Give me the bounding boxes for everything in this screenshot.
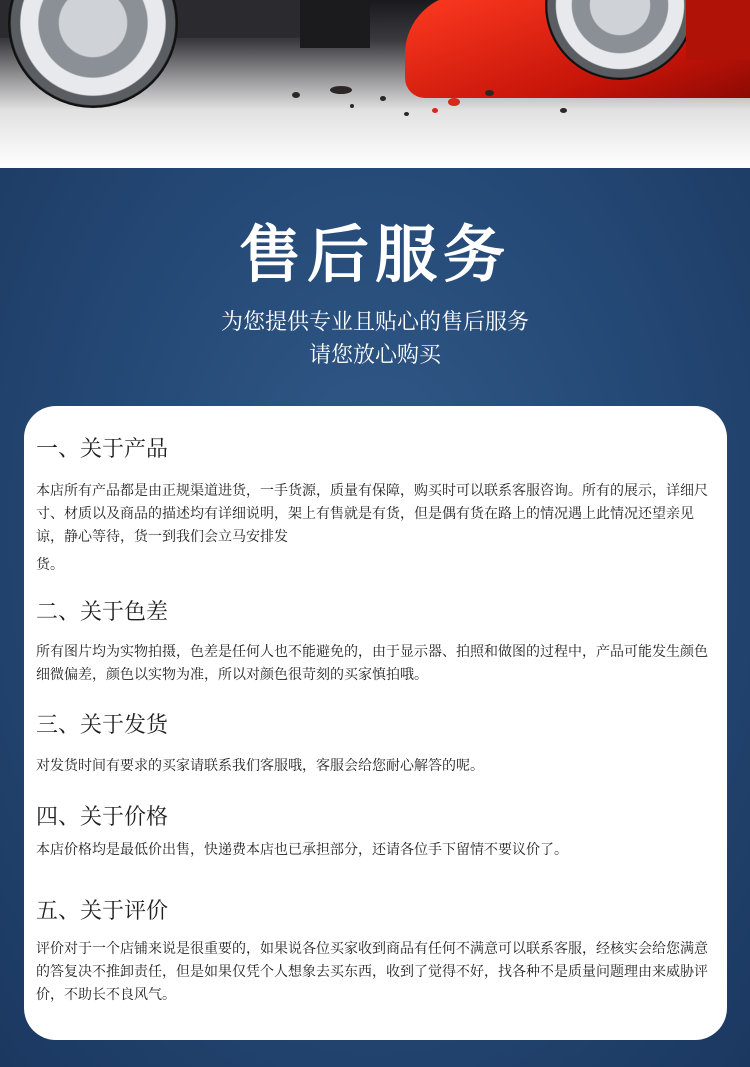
section-body-product: 本店所有产品都是由正规渠道进货，一手货源，质量有保障，购买时可以联系客服咨询。所有的展示，详细尺寸、材质以及商品的描述均有详细说明，架上有售就是有货，但是偶有货在路上的情况遇上此情况还望亲见谅，静心等待，货一到我们会立马安排发 bbox=[36, 483, 708, 545]
section-title-review: 五、关于评价 bbox=[36, 899, 169, 924]
section-body-product-tail: 货。 bbox=[36, 557, 64, 573]
section-title-shipping: 三、关于发货 bbox=[36, 713, 169, 738]
section-body-color: 所有图片均为实物拍摄，色差是任何人也不能避免的，由于显示器、拍照和做图的过程中，产品可能发生颜色细微偏差，颜色以实物为准，所以对颜色很苛刻的买家慎拍哦。 bbox=[36, 644, 708, 683]
page-title: 售后服务 bbox=[238, 218, 511, 291]
subtitle-line-1: 为您提供专业且贴心的售后服务 bbox=[220, 310, 529, 335]
section-body-shipping: 对发货时间有要求的买家请联系我们客服哦，客服会给您耐心解答的呢。 bbox=[36, 758, 484, 774]
section-title-color: 二、关于色差 bbox=[36, 600, 169, 625]
section-title-product: 一、关于产品 bbox=[36, 437, 169, 462]
section-body-price: 本店价格均是最低价出售，快递费本店也已承担部分，还请各位手下留情不要议价了。 bbox=[36, 842, 568, 858]
subtitle-line-2: 请您放心购买 bbox=[308, 343, 441, 368]
section-body-review: 评价对于一个店铺来说是很重要的，如果说各位买家收到商品有任何不满意可以联系客服，经核实会给您满意的答复决不推卸责任，但是如果仅凭个人想象去买东西，收到了觉得不好，找各种不是质量问题理由来威胁评价，不助长不良风气。 bbox=[36, 941, 708, 1003]
section-title-price: 四、关于价格 bbox=[36, 805, 169, 830]
hero-image bbox=[0, 0, 750, 168]
